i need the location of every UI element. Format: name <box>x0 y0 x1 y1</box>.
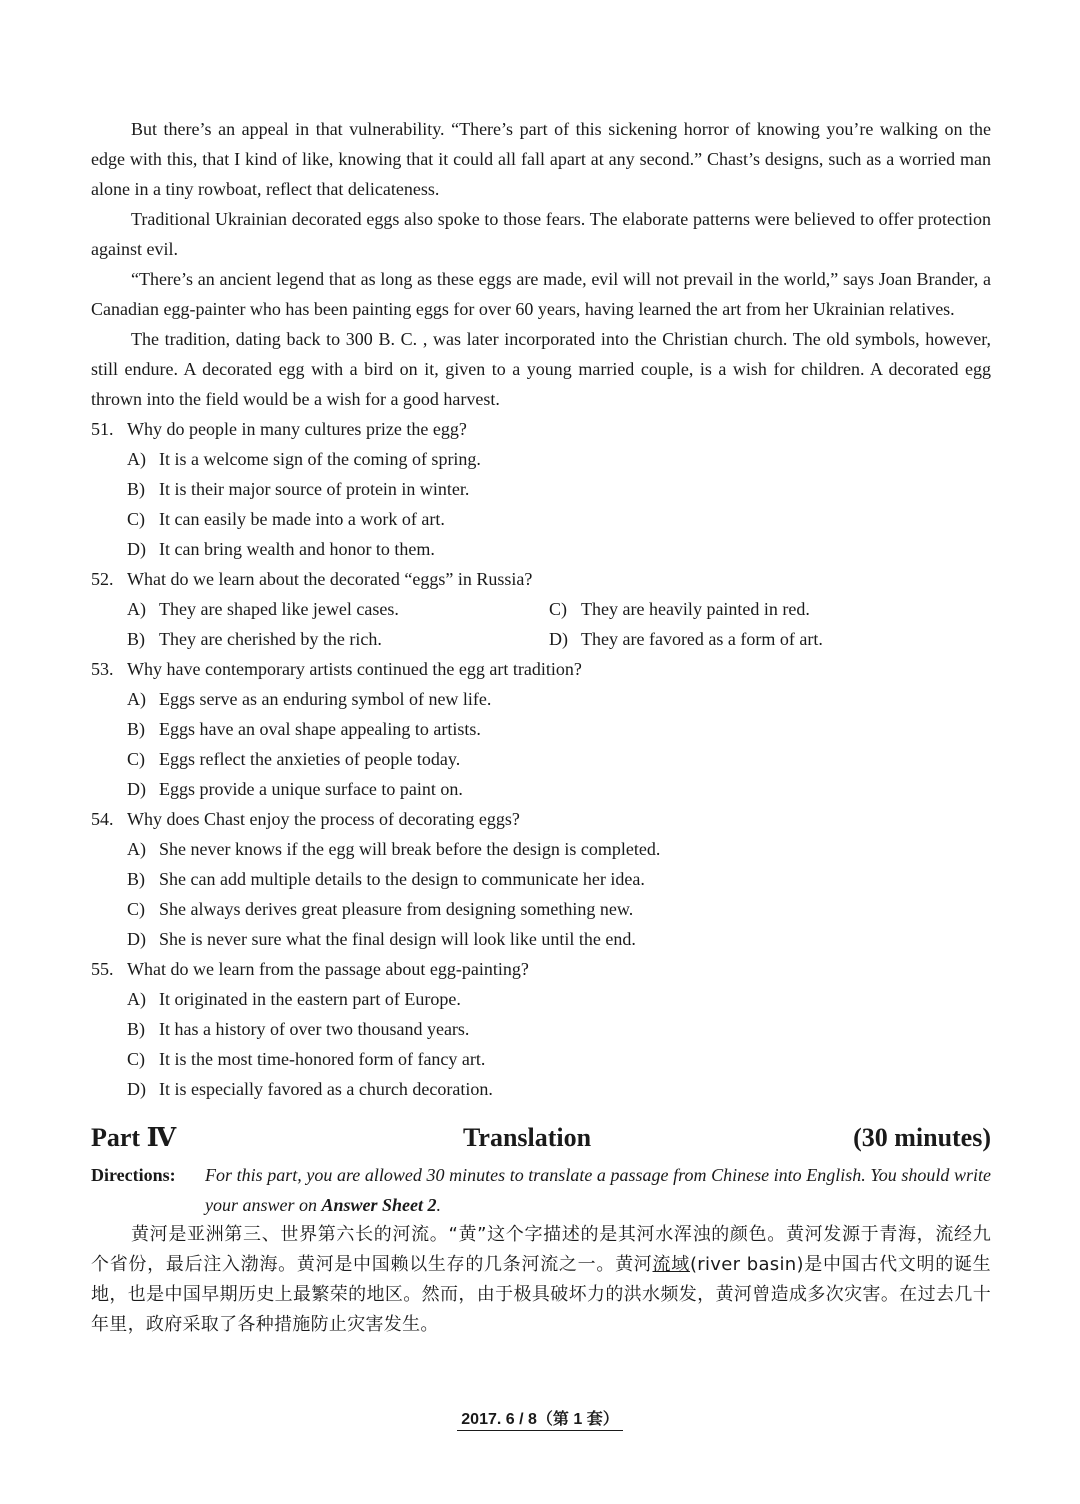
option-letter: D) <box>549 629 568 649</box>
option-text: It is especially favored as a church decoration. <box>159 1079 493 1099</box>
option-letter: C) <box>127 1049 145 1069</box>
answer-option[interactable] <box>91 774 991 804</box>
option-text: They are favored as a form of art. <box>581 629 823 649</box>
answer-option[interactable] <box>91 684 991 714</box>
option-letter: B) <box>127 479 145 499</box>
option-letter: C) <box>549 599 567 619</box>
exam-page <box>91 114 991 1340</box>
option-text: Eggs reflect the anxieties of people today. <box>159 749 461 769</box>
answer-option[interactable] <box>91 714 991 744</box>
answer-option[interactable] <box>91 444 991 474</box>
translation-source-text: 黄河是亚洲第三、世界第六长的河流。“黄”这个字描述的是其河水浑浊的颜色。黄河发源于青海，流经九个省份，最后注入渤海。黄河是中国赖以生存的几条河流之一。黄河流域(river basin)是中国古代文明的诞生地，也是中国早期历史上最繁荣的地区。然而，由于极具破坏力的洪水频发，黄河曾造成多次灾害。在过去几十年里，政府采取了各种措施防止灾害发生。 <box>91 1224 991 1335</box>
answer-option[interactable] <box>549 624 971 654</box>
question-number: 52. <box>91 569 114 589</box>
part-title: Translation <box>463 1123 592 1152</box>
option-text: She can add multiple details to the design to communicate her idea. <box>159 869 645 889</box>
option-text: They are shaped like jewel cases. <box>159 599 399 619</box>
question-stem: Why do people in many cultures prize the egg? <box>127 419 467 439</box>
option-text: Eggs serve as an enduring symbol of new life. <box>159 689 492 709</box>
answer-option[interactable] <box>127 594 549 624</box>
answer-option[interactable] <box>91 864 991 894</box>
answer-option[interactable] <box>91 1014 991 1044</box>
part-time: (30 minutes) <box>853 1123 991 1152</box>
answer-option[interactable] <box>91 894 991 924</box>
option-letter: D) <box>127 1079 146 1099</box>
option-text: Eggs have an oval shape appealing to artists. <box>159 719 481 739</box>
question-55 <box>91 954 991 1104</box>
question-number: 51. <box>91 419 114 439</box>
option-text: It has a history of over two thousand years. <box>159 1019 470 1039</box>
question-number: 54. <box>91 809 114 829</box>
answer-option[interactable] <box>127 624 549 654</box>
option-letter: D) <box>127 779 146 799</box>
question-number: 53. <box>91 659 114 679</box>
question-stem: What do we learn about the decorated “eggs” in Russia? <box>127 569 533 589</box>
option-text: She never knows if the egg will break before the design is completed. <box>159 839 661 859</box>
option-letter: D) <box>127 539 146 559</box>
option-text: They are heavily painted in red. <box>581 599 810 619</box>
directions-text: For this part, you are allowed 30 minutes to translate a passage from Chinese into English. You should write your answer on Answer Sheet 2. <box>205 1165 991 1215</box>
question-stem: Why does Chast enjoy the process of decorating eggs? <box>127 809 520 829</box>
option-letter: A) <box>127 839 146 859</box>
answer-option[interactable] <box>91 744 991 774</box>
option-text: They are cherished by the rich. <box>159 629 382 649</box>
passage-paragraph: Traditional Ukrainian decorated eggs also spoke to those fears. The elaborate patterns were believed to offer protection against evil. <box>91 209 991 259</box>
question-54 <box>91 804 991 954</box>
option-letter: C) <box>127 899 145 919</box>
option-letter: A) <box>127 449 146 469</box>
directions <box>91 1160 991 1220</box>
option-text: It is their major source of protein in winter. <box>159 479 470 499</box>
option-letter: A) <box>127 989 146 1009</box>
option-text: She always derives great pleasure from designing something new. <box>159 899 634 919</box>
option-letter: B) <box>127 629 145 649</box>
passage-paragraph: But there’s an appeal in that vulnerability. “There’s part of this sickening horror of knowing you’re walking on the edge with this, that I kind of like, knowing that it could all fall apart at any second.” Chast’s designs, such as a worried man alone in a tiny rowboat, reflect that delicateness. <box>91 119 991 199</box>
passage-paragraph: The tradition, dating back to 300 B. C. , was later incorporated into the Christian church. The old symbols, however, still endure. A decorated egg with a bird on it, given to a young married couple, is a wish for children. A decorated egg thrown into the field would be a wish for a good harvest. <box>91 329 991 409</box>
passage-paragraph: “There’s an ancient legend that as long as these eggs are made, evil will not prevail in the world,” says Joan Brander, a Canadian egg-painter who has been painting eggs for over 60 years, having learned the art from her Ukrainian relatives. <box>91 269 991 319</box>
option-letter: A) <box>127 689 146 709</box>
option-letter: B) <box>127 869 145 889</box>
question-stem: What do we learn from the passage about egg-painting? <box>127 959 529 979</box>
option-text: Eggs provide a unique surface to paint on. <box>159 779 463 799</box>
answer-option[interactable] <box>91 1074 991 1104</box>
answer-option[interactable] <box>91 474 991 504</box>
question-53 <box>91 654 991 804</box>
question-stem: Why have contemporary artists continued the egg art tradition? <box>127 659 582 679</box>
answer-option[interactable] <box>91 984 991 1014</box>
reading-passage <box>91 114 991 414</box>
option-letter: C) <box>127 509 145 529</box>
option-letter: A) <box>127 599 146 619</box>
option-letter: B) <box>127 1019 145 1039</box>
question-number: 55. <box>91 959 114 979</box>
answer-option[interactable] <box>91 834 991 864</box>
option-text: It originated in the eastern part of Europe. <box>159 989 461 1009</box>
part-header <box>91 1120 991 1156</box>
answer-sheet-label: Answer Sheet 2 <box>321 1195 437 1215</box>
question-51 <box>91 414 991 564</box>
underlined-term: 流域 <box>652 1254 690 1275</box>
option-letter: D) <box>127 929 146 949</box>
answer-option[interactable] <box>549 594 971 624</box>
option-letter: B) <box>127 719 145 739</box>
footer-text: 2017. 6 / 8（第 1 套） <box>457 1411 622 1431</box>
option-text: It can easily be made into a work of art. <box>159 509 445 529</box>
option-text: It is a welcome sign of the coming of spring. <box>159 449 481 469</box>
answer-option[interactable] <box>91 534 991 564</box>
question-52 <box>91 564 991 654</box>
directions-label: Directions: <box>91 1165 176 1185</box>
option-text: It can bring wealth and honor to them. <box>159 539 435 559</box>
answer-option[interactable] <box>91 504 991 534</box>
page-footer <box>0 1406 1080 1429</box>
term-gloss: (river basin) <box>689 1254 804 1275</box>
option-text: She is never sure what the final design will look like until the end. <box>159 929 636 949</box>
answer-option[interactable] <box>91 1044 991 1074</box>
option-letter: C) <box>127 749 145 769</box>
part-label: Part Ⅳ <box>91 1123 177 1152</box>
option-text: It is the most time-honored form of fancy art. <box>159 1049 486 1069</box>
answer-option[interactable] <box>91 924 991 954</box>
